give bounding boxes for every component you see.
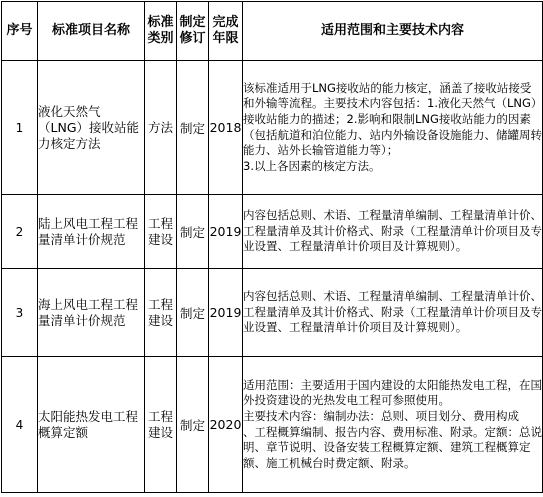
header-mode: 制定修订 [177,2,209,61]
header-content: 适用范围和主要技术内容 [243,2,543,61]
content-line: 内容包括总则、术语、工程量清单编制、工程量清单计价、工程量清单及其计价格式、附录（工程量清单计价项目及专业设置、工程量清单计价项目及计算规则）。 [243,208,542,254]
row-category: 工程建设 [145,195,177,269]
row-content [243,195,543,269]
header-year: 完成年限 [209,2,243,61]
row-name: 海上风电工程工程量清单计价规范 [38,269,145,357]
header-name: 标准项目名称 [38,2,145,61]
table-row [2,61,543,195]
row-mode: 制定 [177,269,209,357]
row-index: 2 [2,195,38,269]
header-index: 序号 [2,2,38,61]
table-row [2,357,543,493]
row-name: 液化天然气（LNG）接收站能力核定方法 [38,61,145,195]
row-index: 3 [2,269,38,357]
header-category: 标准类别 [145,2,177,61]
row-mode: 制定 [177,195,209,269]
row-index: 4 [2,357,38,493]
content-line: 该标准适用于LNG接收站的能力核定，涵盖了接收站接受和外输等流程。主要技术内容包括：1.液化天然气（LNG）接收站能力的描述；2.影响和限制LNG接收站能力的因素（包括航道和泊位能力、站内外输设备设施能力、储罐周转能力、站外长输管道能力等）； [243,80,542,158]
content-line: 主要技术内容：编制办法：总则、项目划分、费用构成 [243,408,519,423]
row-content [243,269,543,357]
row-category: 工程建设 [145,357,177,493]
row-category: 工程建设 [145,269,177,357]
content-line: 内容包括总则、术语、工程量清单编制、工程量清单计价、工程量清单及其计价格式、附录（工程量清单计价项目及专业设置、工程量清单计价项目及计算规则）。 [243,289,542,335]
row-mode: 制定 [177,61,209,195]
row-year: 2018 [209,61,243,195]
row-year: 2019 [209,195,243,269]
table-row [2,195,543,269]
row-year: 2020 [209,357,243,493]
content-line: 3.以上各因素的核定方法。 [243,158,381,173]
row-mode: 制定 [177,357,209,493]
row-name: 陆上风电工程工程量清单计价规范 [38,195,145,269]
table-row [2,269,543,357]
row-year: 2019 [209,269,243,357]
content-line: 、工程概算编制、报告内容、费用标准、附录。定额：总说明、章节说明、设备安装工程概算定额、建筑工程概算定额、施工机械台时费定额、附录。 [243,424,542,470]
row-content [243,61,543,195]
row-content [243,357,543,493]
row-index: 1 [2,61,38,195]
row-category: 方法 [145,61,177,195]
header-row [2,2,543,61]
row-name: 太阳能热发电工程概算定额 [38,357,145,493]
standards-table [1,1,543,493]
content-line: 适用范围：主要适用于国内建设的太阳能热发电工程，在国外投资建设的光热发电工程可参照使用。 [243,377,542,408]
